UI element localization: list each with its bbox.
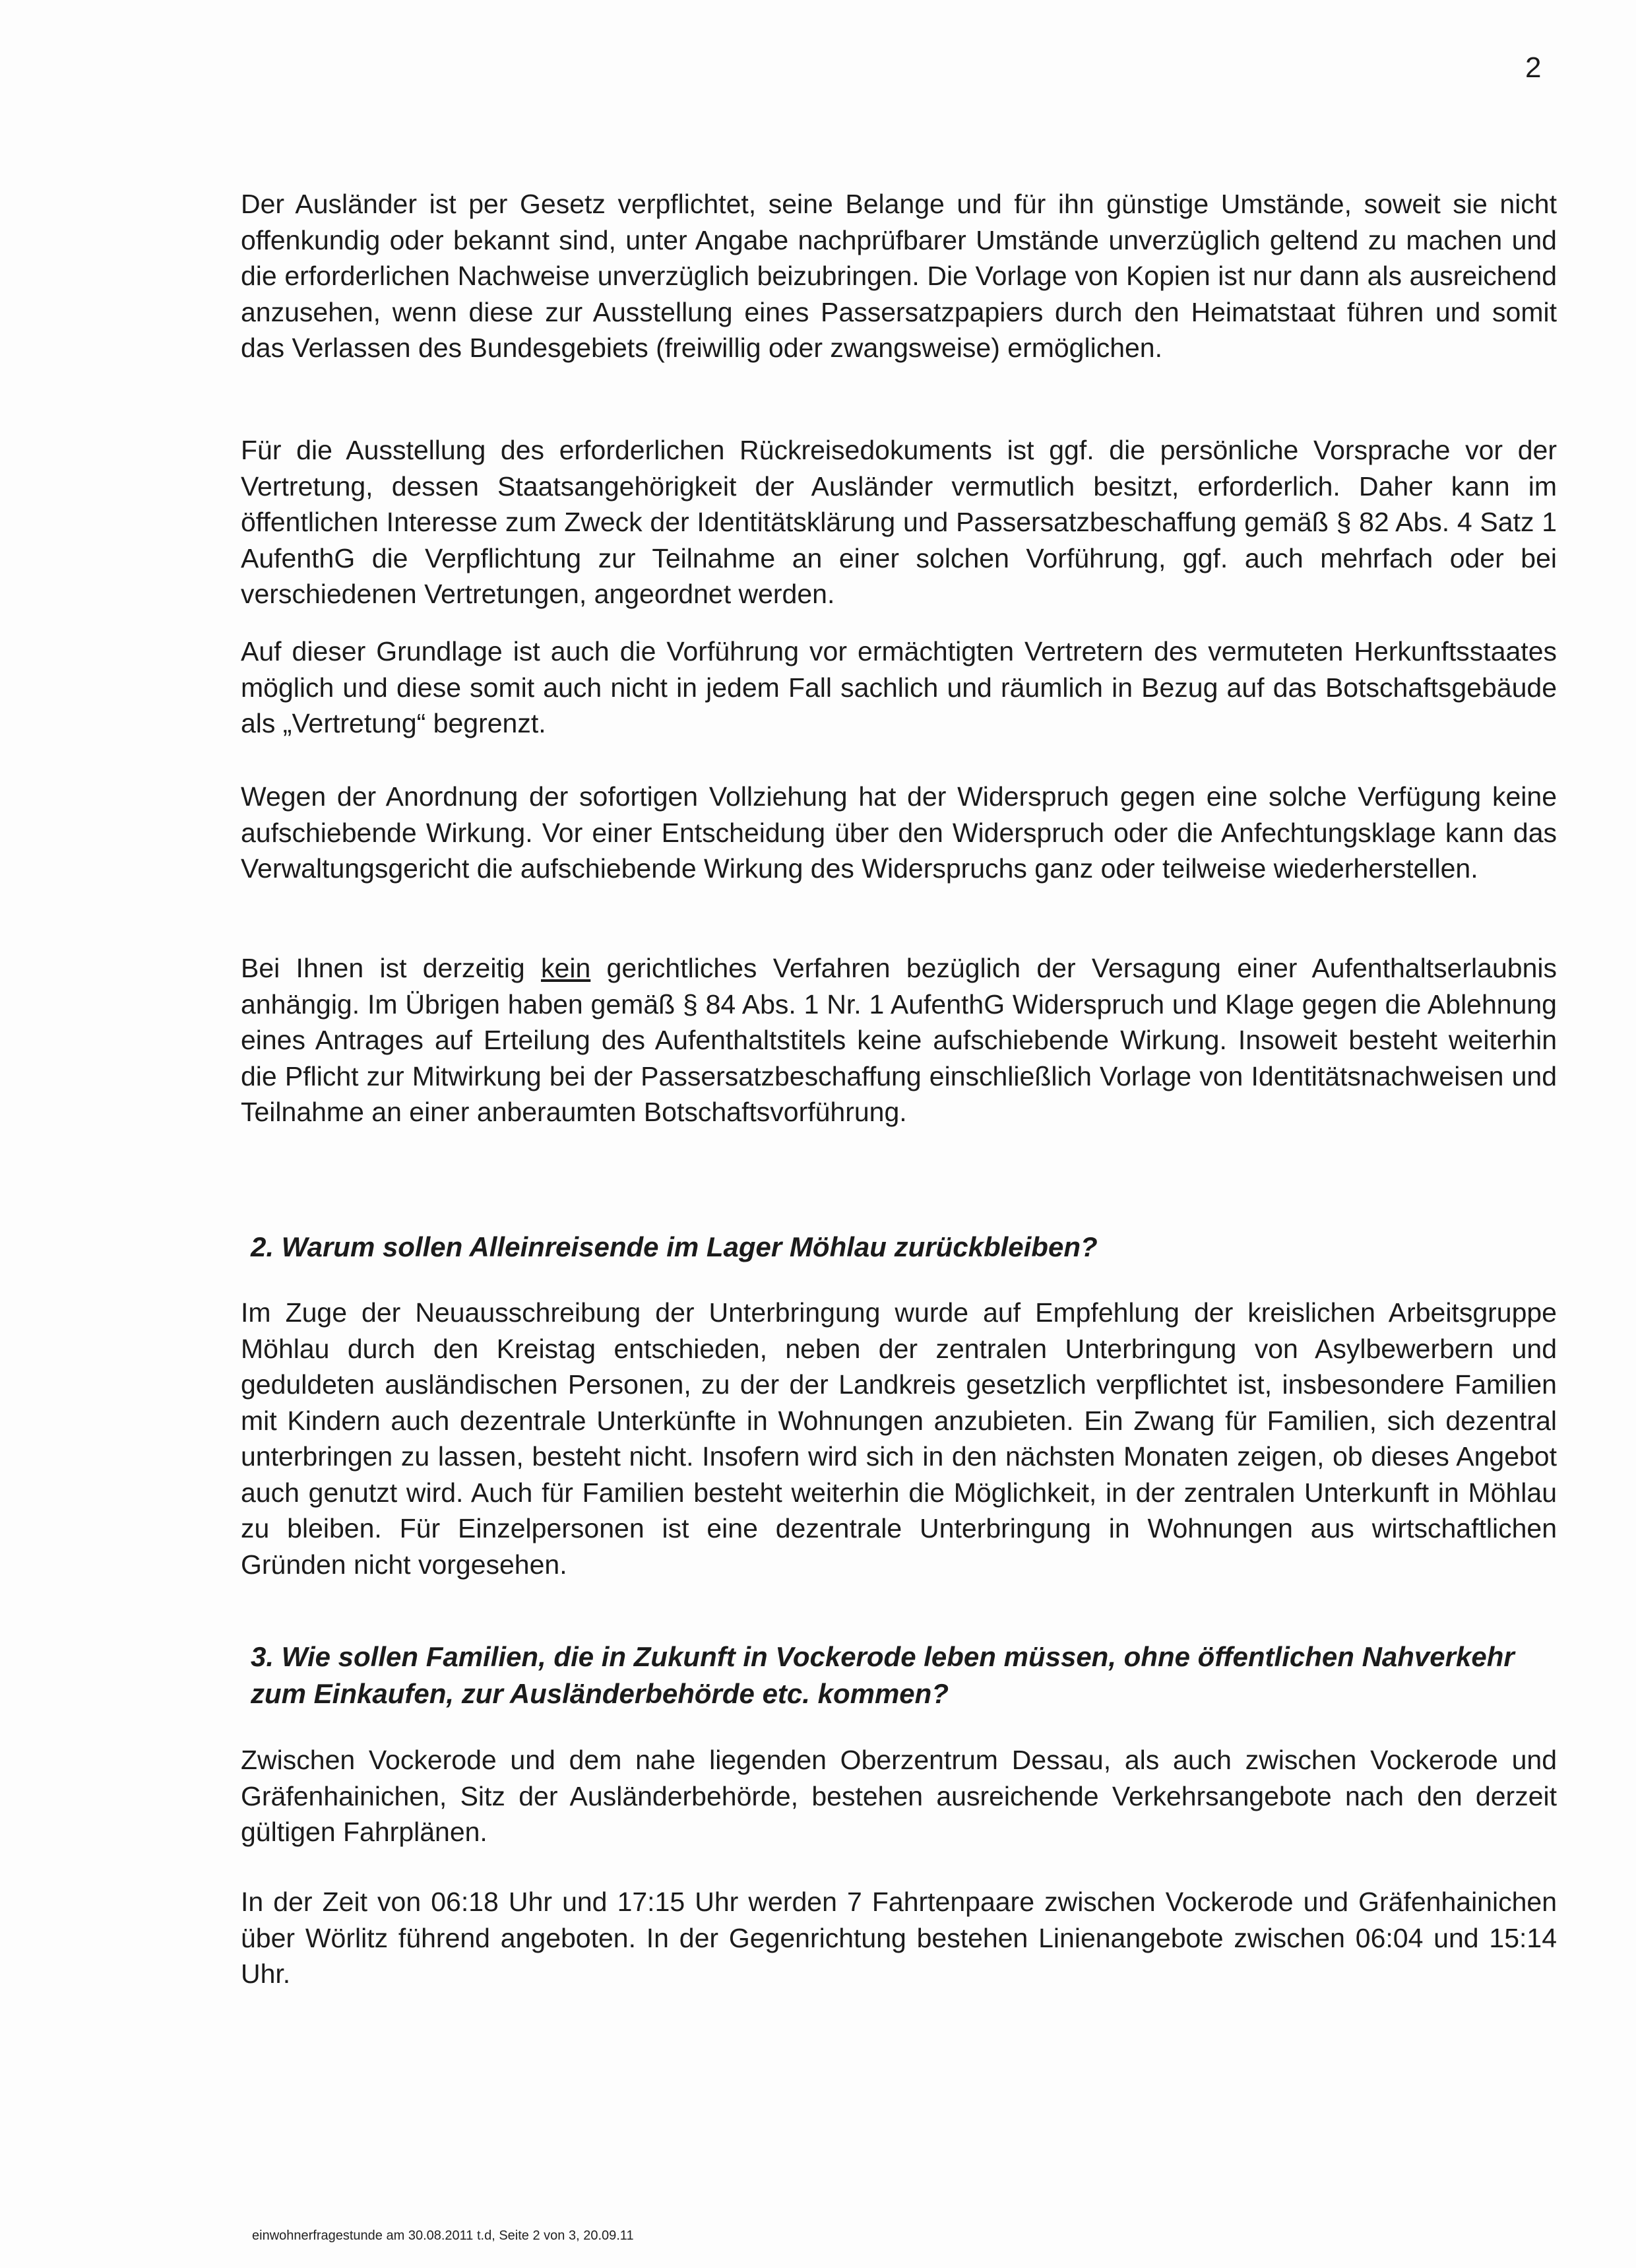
paragraph-verkehrsangebote: Zwischen Vockerode und dem nahe liegenden Oberzentrum Dessau, als auch zwischen Vockerode und Gräfenhainichen, Sitz der Ausländerbehörde, bestehen ausreichende Verkehrsangebote nach den derzeit gültigen Fahrplänen. bbox=[241, 1745, 1557, 1847]
paragraph-fahrtenpaare: In der Zeit von 06:18 Uhr und 17:15 Uhr werden 7 Fahrtenpaare zwischen Vockerode und Gräfenhainichen über Wörlitz führend angeboten. In der Gegenrichtung bestehen Linienangebote zwischen 06:04 und 15:14 Uhr. bbox=[241, 1887, 1557, 1989]
page-footer: einwohnerfragestunde am 30.08.2011 t.d, Seite 2 von 3, 20.09.11 bbox=[252, 2228, 634, 2243]
paragraph-text-end: gerichtliches Verfahren bezüglich der Versagung einer Aufenthaltserlaubnis anhängig. Im Übrigen haben gemäß § 84 Abs. 1 Nr. 1 AufenthG Widerspruch und Klage gegen die Ablehnung eines Antrages auf Erteilung des Aufenthaltstitels keine aufschiebende Wirkung. Insoweit besteht weiterhin die Pflicht zur Mitwirkung bei der Passersatzbeschaffung einschließlich Vorlage von Identitätsnachweisen und Teilnahme an einer anberaumten Botschaftsvorführung. bbox=[241, 953, 1557, 1127]
underlined-word: kein bbox=[541, 953, 591, 983]
paragraph-rueckreisedokument: Für die Ausstellung des erforderlichen Rückreisedokuments ist ggf. die persönliche Vorsprache vor der Vertretung, dessen Staatsangehörigkeit der Ausländer vermutlich besitzt, erforderlich. Daher kann im öffentlichen Interesse zum Zweck der Identitätsklärung und Passersatzbeschaffung gemäß § 82 Abs. 4 Satz 1 AufenthG die Verpflichtung zur Teilnahme an einer solchen Vorführung, ggf. auch mehrfach oder bei verschiedenen Vertretungen, angeordnet werden. bbox=[241, 435, 1557, 609]
paragraph-text-start: Bei Ihnen ist derzeitig bbox=[241, 953, 542, 983]
paragraph-vorfuehrung-grundlage: Auf dieser Grundlage ist auch die Vorführung vor ermächtigten Vertretern des vermuteten Herkunftsstaates möglich und diese somit auch nicht in jedem Fall sachlich und räumlich in Bezug auf das Botschaftsgebäude als „Vertretung“ begrenzt. bbox=[241, 636, 1557, 738]
paragraph-unterbringung: Im Zuge der Neuausschreibung der Unterbringung wurde auf Empfehlung der kreislichen Arbeitsgruppe Möhlau durch den Kreistag entschieden, neben der zentralen Unterbringung von Asylbewerbern und geduldeten ausländischen Personen, zu der der Landkreis gesetzlich verpflichtet ist, insbesondere Familien mit Kindern auch dezentrale Unterkünfte in Wohnungen anzubieten. Ein Zwang für Familien, sich dezentral unterbringen zu lassen, besteht nicht. Insofern wird sich in den nächsten Monaten zeigen, ob dieses Angebot auch genutzt wird. Auch für Familien besteht weiterhin die Möglichkeit, in der zentralen Unterkunft in Möhlau zu bleiben. Für Einzelpersonen ist eine dezentrale Unterbringung in Wohnungen aus wirtschaftlichen Gründen nicht vorgesehen. bbox=[241, 1297, 1557, 1580]
question-heading-3: 3. Wie sollen Familien, die in Zukunft in Vockerode leben müssen, ohne öffentlichen Nahverkehr zum Einkaufen, zur Ausländerbehörde etc. kommen? bbox=[251, 1641, 1515, 1709]
paragraph-gerichtliches-verfahren bbox=[241, 950, 1557, 1130]
paragraph-mitwirkungspflicht: Der Ausländer ist per Gesetz verpflichtet, seine Belange und für ihn günstige Umstände, soweit sie nicht offenkundig oder bekannt sind, unter Angabe nachprüfbarer Umstände unverzüglich geltend zu machen und die erforderlichen Nachweise unverzüglich beizubringen. Die Vorlage von Kopien ist nur dann als ausreichend anzusehen, wenn diese zur Ausstellung eines Passersatzpapiers durch den Heimatstaat führen und somit das Verlassen des Bundesgebiets (freiwillig oder zwangsweise) ermöglichen. bbox=[241, 189, 1557, 363]
paragraph-sofortige-vollziehung: Wegen der Anordnung der sofortigen Vollziehung hat der Widerspruch gegen eine solche Verfügung keine aufschiebende Wirkung. Vor einer Entscheidung über den Widerspruch oder die Anfechtungsklage kann das Verwaltungsgericht die aufschiebende Wirkung des Widerspruchs ganz oder teilweise wiederherstellen. bbox=[241, 781, 1557, 884]
question-heading-2: 2. Warum sollen Alleinreisende im Lager Möhlau zurückbleiben? bbox=[251, 1231, 1098, 1262]
page-number: 2 bbox=[1525, 51, 1542, 84]
